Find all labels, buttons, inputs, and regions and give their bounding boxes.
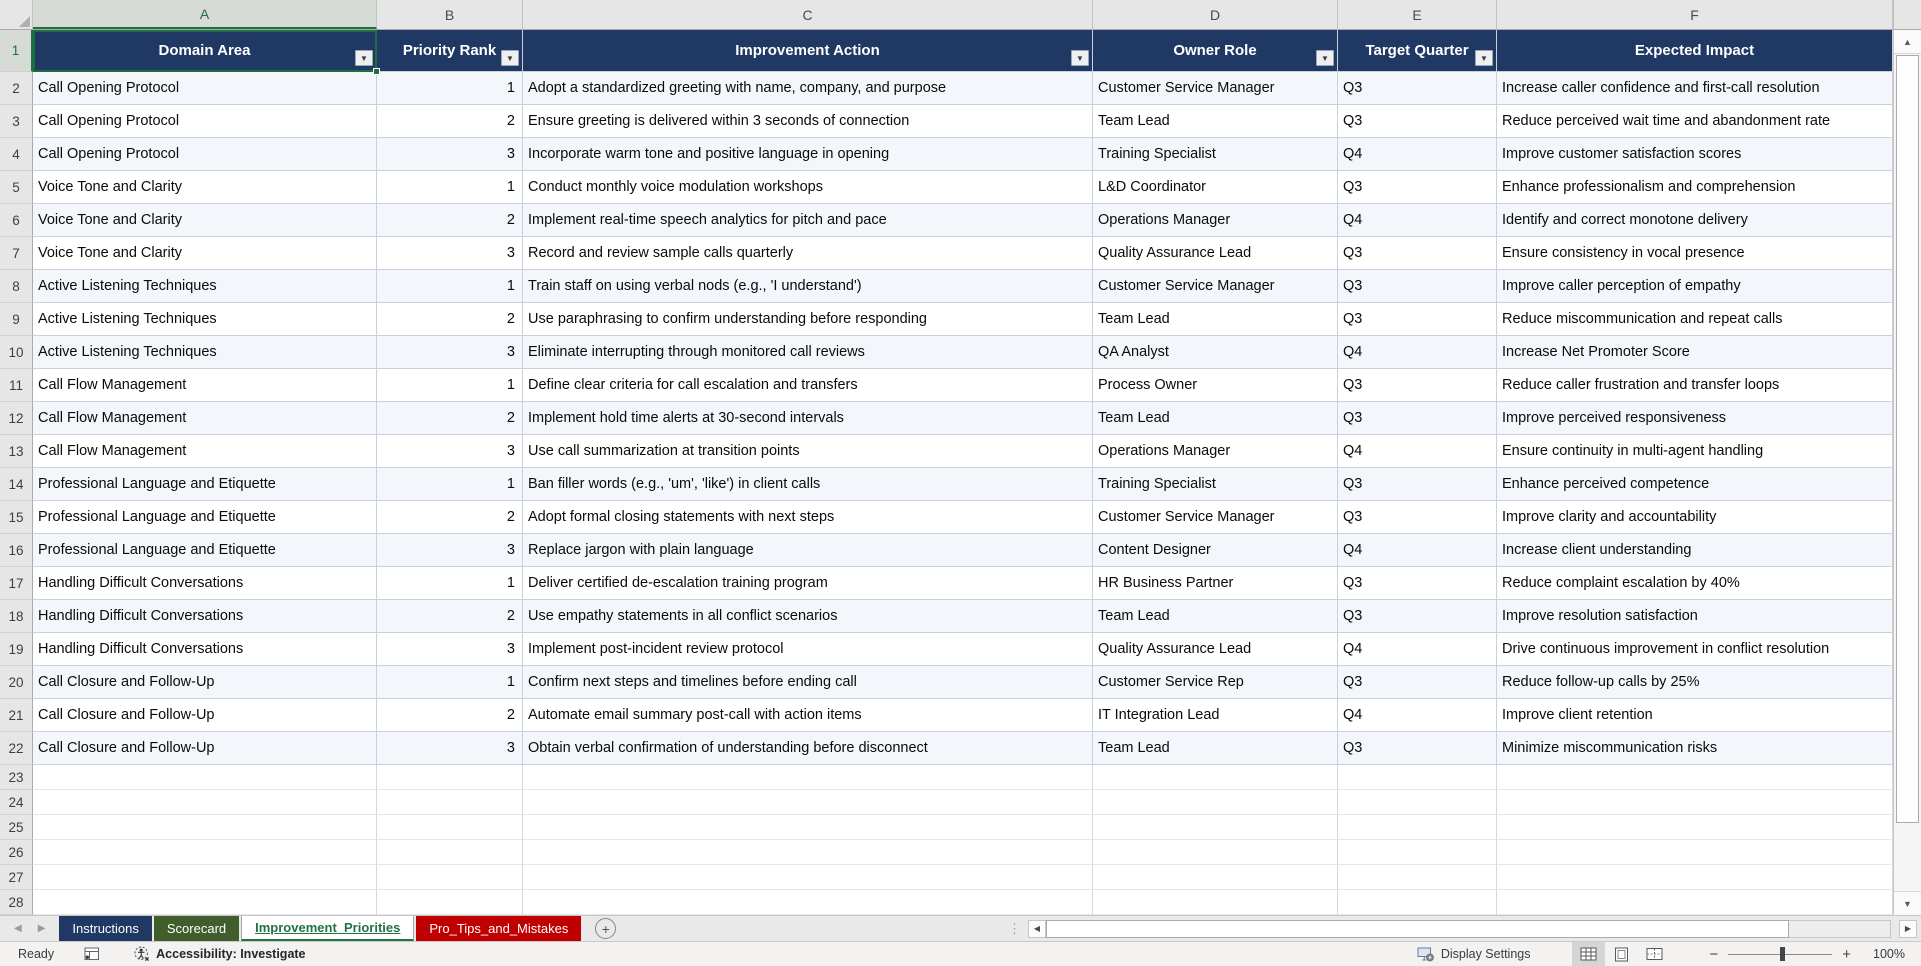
cell-D14[interactable]: Training Specialist [1093, 468, 1338, 501]
sheet-tab-bar [0, 915, 1921, 941]
cell-D24[interactable] [1093, 790, 1338, 815]
cell-B23[interactable] [377, 765, 523, 790]
table-row [0, 534, 1893, 567]
filter-dropdown-icon[interactable]: ▼ [355, 50, 373, 66]
cell-D22[interactable]: Team Lead [1093, 732, 1338, 765]
cell-D11[interactable]: Process Owner [1093, 369, 1338, 402]
new-sheet-button[interactable]: + [595, 918, 616, 939]
cell-E7[interactable]: Q3 [1338, 237, 1497, 270]
cell-F4[interactable]: Improve customer satisfaction scores [1497, 138, 1893, 171]
header-cell-D1[interactable] [1093, 30, 1338, 72]
cell-F21[interactable]: Improve client retention [1497, 699, 1893, 732]
cell-C14[interactable]: Ban filler words (e.g., 'um', 'like') in client calls [523, 468, 1093, 501]
cell-A8[interactable]: Active Listening Techniques [33, 270, 377, 303]
scrollbar-splitter-handle[interactable]: ⋮ [1008, 920, 1021, 936]
cell-E20[interactable]: Q3 [1338, 666, 1497, 699]
cell-A5[interactable]: Voice Tone and Clarity [33, 171, 377, 204]
table-row [0, 732, 1893, 765]
row-header-19[interactable]: 19 [0, 633, 33, 666]
cell-A21[interactable]: Call Closure and Follow-Up [33, 699, 377, 732]
cell-B19[interactable]: 3 [377, 633, 523, 666]
row-header-18[interactable]: 18 [0, 600, 33, 633]
column-header-e[interactable]: E [1338, 0, 1497, 29]
display-settings-icon [1417, 947, 1435, 962]
accessibility-icon [134, 946, 150, 962]
cell-E28[interactable] [1338, 890, 1497, 915]
table-row [0, 336, 1893, 369]
cell-D8[interactable]: Customer Service Manager [1093, 270, 1338, 303]
row-header-8[interactable]: 8 [0, 270, 33, 303]
row-header-21[interactable]: 21 [0, 699, 33, 732]
tab-scroll-left-icon[interactable]: ◀ [14, 923, 22, 934]
header-cell-C1[interactable] [523, 30, 1093, 72]
filter-dropdown-icon[interactable]: ▼ [501, 50, 519, 66]
tab-nav-arrows [0, 916, 59, 941]
cell-C10[interactable]: Eliminate interrupting through monitored call reviews [523, 336, 1093, 369]
cell-B25[interactable] [377, 815, 523, 840]
status-mode-label: Ready [18, 947, 55, 961]
cell-A12[interactable]: Call Flow Management [33, 402, 377, 435]
table-row [0, 138, 1893, 171]
table-row [0, 699, 1893, 732]
cell-C15[interactable]: Adopt formal closing statements with next steps [523, 501, 1093, 534]
table-row [0, 666, 1893, 699]
table-row [0, 204, 1893, 237]
cell-A24[interactable] [33, 790, 377, 815]
selection-fill-handle[interactable] [373, 68, 380, 75]
macro-record-icon[interactable] [84, 947, 100, 961]
table-row [0, 435, 1893, 468]
cell-B17[interactable]: 1 [377, 567, 523, 600]
cell-D6[interactable]: Operations Manager [1093, 204, 1338, 237]
cell-F5[interactable]: Enhance professionalism and comprehension [1497, 171, 1893, 204]
row-header-28[interactable]: 28 [0, 890, 33, 915]
cell-A16[interactable]: Professional Language and Etiquette [33, 534, 377, 567]
cell-D18[interactable]: Team Lead [1093, 600, 1338, 633]
cell-B27[interactable] [377, 865, 523, 890]
cell-E23[interactable] [1338, 765, 1497, 790]
row-header-10[interactable]: 10 [0, 336, 33, 369]
cell-E12[interactable]: Q3 [1338, 402, 1497, 435]
sheet-tab-instructions[interactable]: Instructions [59, 916, 151, 941]
scroll-right-button[interactable]: ▶ [1899, 920, 1917, 938]
row-header-16[interactable]: 16 [0, 534, 33, 567]
cell-C18[interactable]: Use empathy statements in all conflict scenarios [523, 600, 1093, 633]
cell-B21[interactable]: 2 [377, 699, 523, 732]
cell-F19[interactable]: Drive continuous improvement in conflict resolution [1497, 633, 1893, 666]
cell-C19[interactable]: Implement post-incident review protocol [523, 633, 1093, 666]
cell-D28[interactable] [1093, 890, 1338, 915]
cell-C21[interactable]: Automate email summary post-call with action items [523, 699, 1093, 732]
cell-grid [0, 30, 1893, 915]
cell-B18[interactable]: 2 [377, 600, 523, 633]
table-row [0, 237, 1893, 270]
cell-D7[interactable]: Quality Assurance Lead [1093, 237, 1338, 270]
empty-row [0, 840, 1893, 865]
cell-C24[interactable] [523, 790, 1093, 815]
cell-D9[interactable]: Team Lead [1093, 303, 1338, 336]
column-header-d[interactable]: D [1093, 0, 1338, 29]
cell-A15[interactable]: Professional Language and Etiquette [33, 501, 377, 534]
cell-C5[interactable]: Conduct monthly voice modulation workshops [523, 171, 1093, 204]
cell-C13[interactable]: Use call summarization at transition points [523, 435, 1093, 468]
row-header-15[interactable]: 15 [0, 501, 33, 534]
select-all-triangle-icon [19, 16, 30, 27]
zoom-controls [1699, 946, 1861, 963]
empty-row [0, 765, 1893, 790]
header-cell-B1[interactable] [377, 30, 523, 72]
cell-A11[interactable]: Call Flow Management [33, 369, 377, 402]
accessibility-label: Accessibility: Investigate [156, 947, 306, 961]
empty-row [0, 865, 1893, 890]
table-row [0, 72, 1893, 105]
cell-F27[interactable] [1497, 865, 1893, 890]
row-header-9[interactable]: 9 [0, 303, 33, 336]
cell-E27[interactable] [1338, 865, 1497, 890]
cell-E2[interactable]: Q3 [1338, 72, 1497, 105]
cell-A3[interactable]: Call Opening Protocol [33, 105, 377, 138]
cell-B4[interactable]: 3 [377, 138, 523, 171]
cell-C20[interactable]: Confirm next steps and timelines before ending call [523, 666, 1093, 699]
row-header-26[interactable]: 26 [0, 840, 33, 865]
cell-F6[interactable]: Identify and correct monotone delivery [1497, 204, 1893, 237]
cell-E4[interactable]: Q4 [1338, 138, 1497, 171]
row-header-27[interactable]: 27 [0, 865, 33, 890]
cell-C3[interactable]: Ensure greeting is delivered within 3 seconds of connection [523, 105, 1093, 138]
status-bar [0, 941, 1921, 966]
table-row [0, 633, 1893, 666]
cell-A4[interactable]: Call Opening Protocol [33, 138, 377, 171]
cell-C25[interactable] [523, 815, 1093, 840]
cell-A7[interactable]: Voice Tone and Clarity [33, 237, 377, 270]
cell-A22[interactable]: Call Closure and Follow-Up [33, 732, 377, 765]
cell-B10[interactable]: 3 [377, 336, 523, 369]
scroll-down-button[interactable]: ▼ [1894, 891, 1921, 915]
page-break-view-button[interactable] [1638, 942, 1671, 966]
tabbar-spacer [616, 916, 1008, 941]
cell-F12[interactable]: Improve perceived responsiveness [1497, 402, 1893, 435]
cell-C9[interactable]: Use paraphrasing to confirm understanding before responding [523, 303, 1093, 336]
cell-F9[interactable]: Reduce miscommunication and repeat calls [1497, 303, 1893, 336]
cell-F10[interactable]: Increase Net Promoter Score [1497, 336, 1893, 369]
cell-A18[interactable]: Handling Difficult Conversations [33, 600, 377, 633]
column-header-c[interactable]: C [523, 0, 1093, 29]
cell-E14[interactable]: Q3 [1338, 468, 1497, 501]
table-row [0, 501, 1893, 534]
cell-F22[interactable]: Minimize miscommunication risks [1497, 732, 1893, 765]
cell-E9[interactable]: Q3 [1338, 303, 1497, 336]
cell-E8[interactable]: Q3 [1338, 270, 1497, 303]
zoom-in-button[interactable]: + [1842, 945, 1851, 963]
table-row [0, 468, 1893, 501]
cell-F28[interactable] [1497, 890, 1893, 915]
cell-E15[interactable]: Q3 [1338, 501, 1497, 534]
cell-B7[interactable]: 3 [377, 237, 523, 270]
cell-E13[interactable]: Q4 [1338, 435, 1497, 468]
cell-F7[interactable]: Ensure consistency in vocal presence [1497, 237, 1893, 270]
cell-D17[interactable]: HR Business Partner [1093, 567, 1338, 600]
cell-F25[interactable] [1497, 815, 1893, 840]
cell-C8[interactable]: Train staff on using verbal nods (e.g., 'I understand') [523, 270, 1093, 303]
cell-E11[interactable]: Q3 [1338, 369, 1497, 402]
header-label: Target Quarter [1365, 42, 1469, 59]
tab-scroll-right-icon[interactable]: ▶ [37, 923, 46, 934]
cell-E16[interactable]: Q4 [1338, 534, 1497, 567]
cell-B16[interactable]: 3 [377, 534, 523, 567]
scroll-corner [1893, 0, 1921, 29]
row-header-20[interactable]: 20 [0, 666, 33, 699]
row-header-11[interactable]: 11 [0, 369, 33, 402]
header-label: Improvement Action [735, 42, 880, 59]
cell-E25[interactable] [1338, 815, 1497, 840]
cell-A23[interactable] [33, 765, 377, 790]
row-header-24[interactable]: 24 [0, 790, 33, 815]
cell-E18[interactable]: Q3 [1338, 600, 1497, 633]
cell-D12[interactable]: Team Lead [1093, 402, 1338, 435]
cell-D26[interactable] [1093, 840, 1338, 865]
cell-B14[interactable]: 1 [377, 468, 523, 501]
row-header-22[interactable]: 22 [0, 732, 33, 765]
cell-C2[interactable]: Adopt a standardized greeting with name, company, and purpose [523, 72, 1093, 105]
cell-E6[interactable]: Q4 [1338, 204, 1497, 237]
cell-B26[interactable] [377, 840, 523, 865]
header-label: Owner Role [1173, 42, 1257, 59]
table-row [0, 369, 1893, 402]
zoom-slider[interactable] [1728, 954, 1832, 955]
cell-E17[interactable]: Q3 [1338, 567, 1497, 600]
cell-A19[interactable]: Handling Difficult Conversations [33, 633, 377, 666]
cell-C4[interactable]: Incorporate warm tone and positive language in opening [523, 138, 1093, 171]
cell-A28[interactable] [33, 890, 377, 915]
header-cell-E1[interactable] [1338, 30, 1497, 72]
header-label: Priority Rank [402, 42, 497, 59]
cell-A25[interactable] [33, 815, 377, 840]
cell-A27[interactable] [33, 865, 377, 890]
table-header-row [0, 30, 1893, 72]
cell-D3[interactable]: Team Lead [1093, 105, 1338, 138]
cell-D19[interactable]: Quality Assurance Lead [1093, 633, 1338, 666]
header-label: Domain Area [158, 42, 251, 59]
cell-D23[interactable] [1093, 765, 1338, 790]
cell-B12[interactable]: 2 [377, 402, 523, 435]
filter-dropdown-icon[interactable]: ▼ [1071, 50, 1089, 66]
cell-D15[interactable]: Customer Service Manager [1093, 501, 1338, 534]
scroll-left-button[interactable]: ◀ [1028, 920, 1046, 938]
cell-C6[interactable]: Implement real-time speech analytics for pitch and pace [523, 204, 1093, 237]
table-row [0, 402, 1893, 435]
scroll-up-button[interactable]: ▲ [1894, 30, 1921, 54]
cell-B15[interactable]: 2 [377, 501, 523, 534]
cell-D10[interactable]: QA Analyst [1093, 336, 1338, 369]
table-row [0, 567, 1893, 600]
cell-E21[interactable]: Q4 [1338, 699, 1497, 732]
cell-F3[interactable]: Reduce perceived wait time and abandonment rate [1497, 105, 1893, 138]
header-cell-A1[interactable] [33, 30, 377, 72]
cell-E22[interactable]: Q3 [1338, 732, 1497, 765]
display-settings-button[interactable] [1417, 947, 1531, 962]
cell-F17[interactable]: Reduce complaint escalation by 40% [1497, 567, 1893, 600]
display-settings-label: Display Settings [1440, 947, 1531, 961]
empty-row [0, 790, 1893, 815]
cell-D16[interactable]: Content Designer [1093, 534, 1338, 567]
cell-F26[interactable] [1497, 840, 1893, 865]
cell-B8[interactable]: 1 [377, 270, 523, 303]
cell-D13[interactable]: Operations Manager [1093, 435, 1338, 468]
column-header-b[interactable]: B [377, 0, 523, 29]
filter-dropdown-icon[interactable]: ▼ [1316, 50, 1334, 66]
normal-view-button[interactable] [1572, 942, 1605, 966]
cell-F18[interactable]: Improve resolution satisfaction [1497, 600, 1893, 633]
header-cell-F1[interactable] [1497, 30, 1893, 72]
cell-A14[interactable]: Professional Language and Etiquette [33, 468, 377, 501]
zoom-level-label[interactable]: 100% [1873, 947, 1905, 961]
cell-A6[interactable]: Voice Tone and Clarity [33, 204, 377, 237]
cell-E3[interactable]: Q3 [1338, 105, 1497, 138]
row-header-23[interactable]: 23 [0, 765, 33, 790]
cell-F14[interactable]: Enhance perceived competence [1497, 468, 1893, 501]
cell-B2[interactable]: 1 [377, 72, 523, 105]
cell-E5[interactable]: Q3 [1338, 171, 1497, 204]
cell-C23[interactable] [523, 765, 1093, 790]
cell-F24[interactable] [1497, 790, 1893, 815]
cell-C28[interactable] [523, 890, 1093, 915]
row-header-6[interactable]: 6 [0, 204, 33, 237]
cell-F16[interactable]: Increase client understanding [1497, 534, 1893, 567]
cell-A10[interactable]: Active Listening Techniques [33, 336, 377, 369]
table-row [0, 105, 1893, 138]
vertical-scroll-thumb[interactable] [1896, 55, 1919, 823]
sheet-tab-improvement_priorities[interactable]: Improvement_Priorities [241, 916, 414, 941]
cell-B28[interactable] [377, 890, 523, 915]
cell-C26[interactable] [523, 840, 1093, 865]
table-row [0, 303, 1893, 336]
cell-F15[interactable]: Improve clarity and accountability [1497, 501, 1893, 534]
table-row [0, 600, 1893, 633]
filter-dropdown-icon[interactable]: ▼ [1475, 50, 1493, 66]
cell-C7[interactable]: Record and review sample calls quarterly [523, 237, 1093, 270]
page-layout-view-button[interactable] [1605, 942, 1638, 966]
cell-B22[interactable]: 3 [377, 732, 523, 765]
cell-B3[interactable]: 2 [377, 105, 523, 138]
cell-E10[interactable]: Q4 [1338, 336, 1497, 369]
row-header-13[interactable]: 13 [0, 435, 33, 468]
worksheet-body [0, 30, 1921, 915]
cell-E24[interactable] [1338, 790, 1497, 815]
horizontal-scroll-thumb[interactable] [1046, 920, 1789, 938]
sheet-tab-scorecard[interactable]: Scorecard [154, 916, 239, 941]
cell-A13[interactable]: Call Flow Management [33, 435, 377, 468]
cell-A17[interactable]: Handling Difficult Conversations [33, 567, 377, 600]
row-header-14[interactable]: 14 [0, 468, 33, 501]
cell-B20[interactable]: 1 [377, 666, 523, 699]
cell-A2[interactable]: Call Opening Protocol [33, 72, 377, 105]
row-header-3[interactable]: 3 [0, 105, 33, 138]
cell-D25[interactable] [1093, 815, 1338, 840]
cell-D27[interactable] [1093, 865, 1338, 890]
cell-F8[interactable]: Improve caller perception of empathy [1497, 270, 1893, 303]
vertical-scroll-track[interactable] [1894, 824, 1921, 891]
column-header-a[interactable]: A [33, 0, 377, 29]
row-header-12[interactable]: 12 [0, 402, 33, 435]
cell-A20[interactable]: Call Closure and Follow-Up [33, 666, 377, 699]
zoom-slider-thumb[interactable] [1780, 947, 1785, 961]
cell-D20[interactable]: Customer Service Rep [1093, 666, 1338, 699]
cell-D4[interactable]: Training Specialist [1093, 138, 1338, 171]
cell-F11[interactable]: Reduce caller frustration and transfer loops [1497, 369, 1893, 402]
cell-E26[interactable] [1338, 840, 1497, 865]
table-row [0, 270, 1893, 303]
cell-E19[interactable]: Q4 [1338, 633, 1497, 666]
row-header-1[interactable]: 1 [0, 30, 33, 72]
row-header-17[interactable]: 17 [0, 567, 33, 600]
cell-A26[interactable] [33, 840, 377, 865]
cell-C16[interactable]: Replace jargon with plain language [523, 534, 1093, 567]
cell-D21[interactable]: IT Integration Lead [1093, 699, 1338, 732]
row-header-25[interactable]: 25 [0, 815, 33, 840]
sheet-tabs [59, 916, 583, 941]
empty-row [0, 815, 1893, 840]
horizontal-scrollbar[interactable] [1046, 920, 1891, 938]
row-header-7[interactable]: 7 [0, 237, 33, 270]
zoom-out-button[interactable]: − [1709, 945, 1719, 963]
cell-F23[interactable] [1497, 765, 1893, 790]
statusbar-right [1417, 942, 1921, 966]
cell-C12[interactable]: Implement hold time alerts at 30-second intervals [523, 402, 1093, 435]
vertical-scrollbar[interactable] [1893, 30, 1921, 915]
row-header-5[interactable]: 5 [0, 171, 33, 204]
empty-row [0, 890, 1893, 915]
cell-F20[interactable]: Reduce follow-up calls by 25% [1497, 666, 1893, 699]
sheet-tab-pro_tips_and_mistakes[interactable]: Pro_Tips_and_Mistakes [416, 916, 581, 941]
row-header-2[interactable]: 2 [0, 72, 33, 105]
cell-B11[interactable]: 1 [377, 369, 523, 402]
column-header-strip [0, 0, 1921, 30]
cell-C27[interactable] [523, 865, 1093, 890]
cell-B13[interactable]: 3 [377, 435, 523, 468]
cell-F13[interactable]: Ensure continuity in multi-agent handling [1497, 435, 1893, 468]
select-all-button[interactable] [0, 0, 33, 29]
cell-F2[interactable]: Increase caller confidence and first-call resolution [1497, 72, 1893, 105]
cell-C22[interactable]: Obtain verbal confirmation of understanding before disconnect [523, 732, 1093, 765]
cell-A9[interactable]: Active Listening Techniques [33, 303, 377, 336]
cell-B9[interactable]: 2 [377, 303, 523, 336]
cell-C11[interactable]: Define clear criteria for call escalation and transfers [523, 369, 1093, 402]
cell-B5[interactable]: 1 [377, 171, 523, 204]
cell-C17[interactable]: Deliver certified de-escalation training program [523, 567, 1093, 600]
cell-B24[interactable] [377, 790, 523, 815]
cell-D2[interactable]: Customer Service Manager [1093, 72, 1338, 105]
table-row [0, 171, 1893, 204]
cell-D5[interactable]: L&D Coordinator [1093, 171, 1338, 204]
accessibility-status[interactable] [134, 946, 305, 962]
column-header-f[interactable]: F [1497, 0, 1893, 29]
header-label: Expected Impact [1634, 42, 1755, 59]
cell-B6[interactable]: 2 [377, 204, 523, 237]
row-header-4[interactable]: 4 [0, 138, 33, 171]
